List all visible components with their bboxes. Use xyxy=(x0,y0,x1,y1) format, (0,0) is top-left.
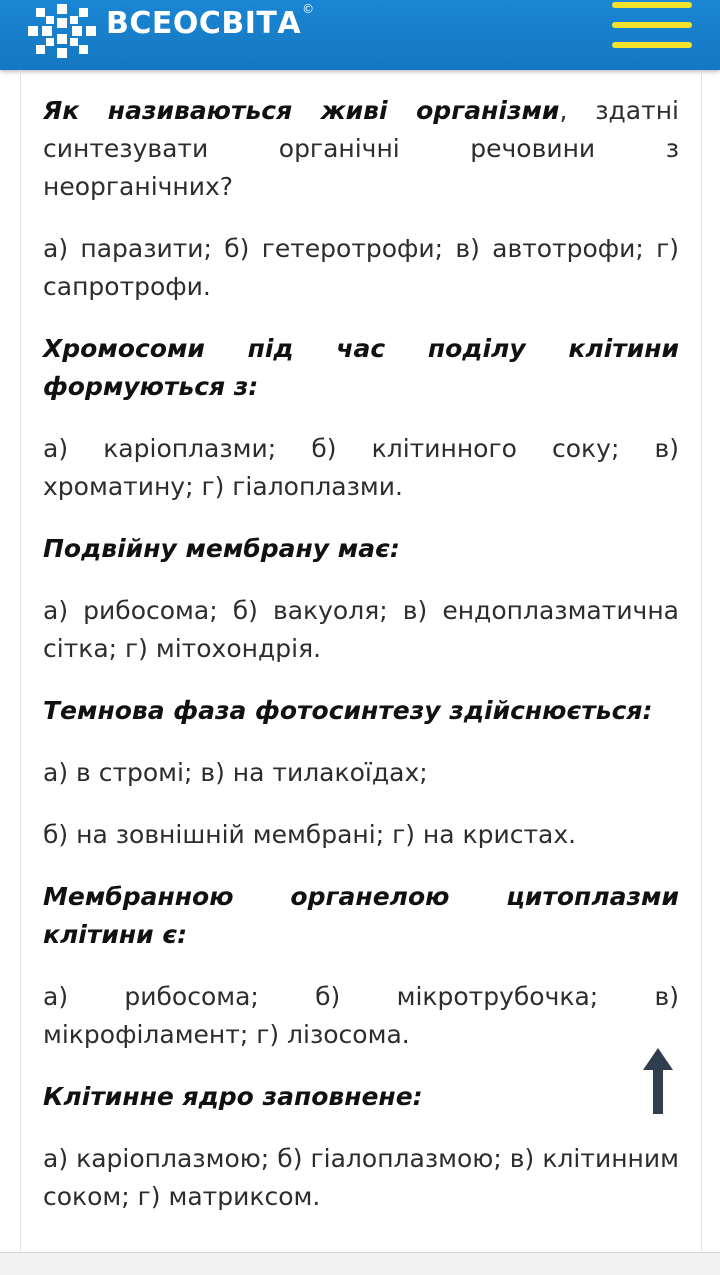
site-logo[interactable] xyxy=(24,0,314,62)
question-1-rest: , здатні синтезувати органічні речовини з неорганічних? xyxy=(43,96,679,201)
question-4: Темнова фаза фотосинтезу здійснюється: xyxy=(43,696,653,725)
article-content xyxy=(20,70,702,1256)
question-1 xyxy=(43,92,679,206)
arrow-up-icon[interactable] xyxy=(640,1046,676,1116)
question-5: Мембранною органелою цитоплазми клітини є: xyxy=(43,882,679,949)
answer-4-line-2: б) на зовнішній мембрані; г) на кристах. xyxy=(43,820,577,849)
question-3: Подвійну мембрану має: xyxy=(43,534,400,563)
answer-5: а) рибосома; б) мікротрубочка; в) мікрофіламент; г) лізосома. xyxy=(43,982,679,1049)
answer-4-line-1: а) в стромі; в) на тилакоїдах; xyxy=(43,758,428,787)
question-6: Клітинне ядро заповнене: xyxy=(43,1082,423,1111)
logo-text: ВСЕОСВІТА xyxy=(106,5,302,41)
snowflake-icon xyxy=(24,0,100,62)
question-2: Хромосоми під час поділу клітини формуються з: xyxy=(43,334,679,401)
hamburger-menu-icon[interactable] xyxy=(612,0,692,52)
answer-3: а) рибосома; б) вакуоля; в) ендоплазматична сітка; г) мітохондрія. xyxy=(43,596,679,663)
question-1-bold: Як називаються живі організми xyxy=(43,96,560,125)
copyright-mark: © xyxy=(302,2,315,16)
site-header xyxy=(0,0,720,70)
answer-1: а) паразити; б) гетеротрофи; в) автотрофи; г) сапротрофи. xyxy=(43,234,679,301)
answer-2: а) каріоплазми; б) клітинного соку; в) хроматину; г) гіалоплазми. xyxy=(43,434,679,501)
bottom-bar xyxy=(0,1252,720,1275)
answer-6: а) каріоплазмою; б) гіалоплазмою; в) клітинним соком; г) матриксом. xyxy=(43,1144,679,1211)
